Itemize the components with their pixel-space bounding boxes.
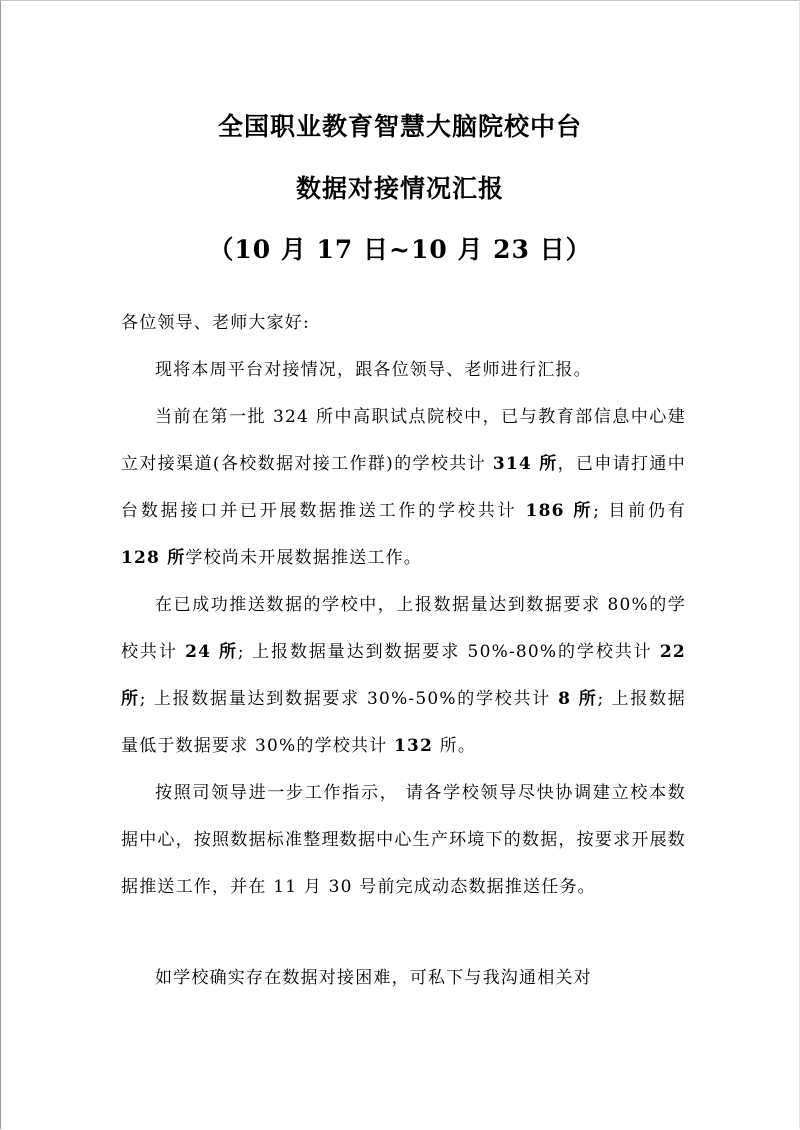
- document-title-line-2: 数据对接情况汇报: [295, 174, 504, 203]
- count-pushing-schools: 186 所: [525, 501, 594, 521]
- text-span: ; 上报数据量低于数据要求 30%的学校共计: [121, 689, 687, 756]
- document-title-line-1: 全国职业教育智慧大脑院校中台: [217, 112, 582, 141]
- count-30-50: 8 所: [558, 689, 598, 709]
- count-below-30: 132: [394, 736, 434, 756]
- paragraph-intro: 现将本周平台对接情况，跟各位领导、老师进行汇报。: [155, 360, 592, 380]
- count-over-80: 24 所: [185, 642, 238, 662]
- text-span: ; 上报数据量达到数据要求 30%-50%的学校共计: [139, 689, 559, 709]
- text-span: 所。: [433, 736, 477, 756]
- count-not-pushing-schools: 128 所: [121, 548, 186, 568]
- text-span: ; 上报数据量达到数据要求 50%-80%的学校共计: [237, 642, 660, 662]
- count-connected-schools: 314 所: [492, 454, 558, 474]
- text-span: 在已成功推送数据的学校中，上报数据量达到数据要求 80%的学校共计: [121, 595, 686, 662]
- paragraph-connection-status: [121, 394, 686, 582]
- count-50-80: 22 所: [121, 642, 686, 709]
- text-span: 当前在第一批 324 所中高职试点院校中，已与教育部信息中心建立对接渠道(各校数据对接工作群)的学校共计: [121, 407, 686, 474]
- document-title-date-range: （10 月 17 日~10 月 23 日）: [208, 235, 592, 264]
- text-span: ; 目前仍有: [593, 501, 686, 521]
- paragraph-instructions: 按照司领导进一步工作指示， 请各学校领导尽快协调建立校本数据中心，按照数据标准整理数据中心生产环境下的数据，按要求开展数据推送工作，并在 11 月 30 号前完成动态数据推送任务。: [121, 783, 686, 897]
- paragraph-contact: 如学校确实存在数据对接困难，可私下与我沟通相关对: [155, 968, 592, 988]
- text-span: ，已申请打通中台数据接口并已开展数据推送工作的学校共计: [121, 454, 686, 521]
- greeting: 各位领导、老师大家好:: [121, 313, 310, 333]
- text-span: 学校尚未开展数据推送工作。: [185, 548, 423, 568]
- paragraph-data-volume: [121, 582, 686, 770]
